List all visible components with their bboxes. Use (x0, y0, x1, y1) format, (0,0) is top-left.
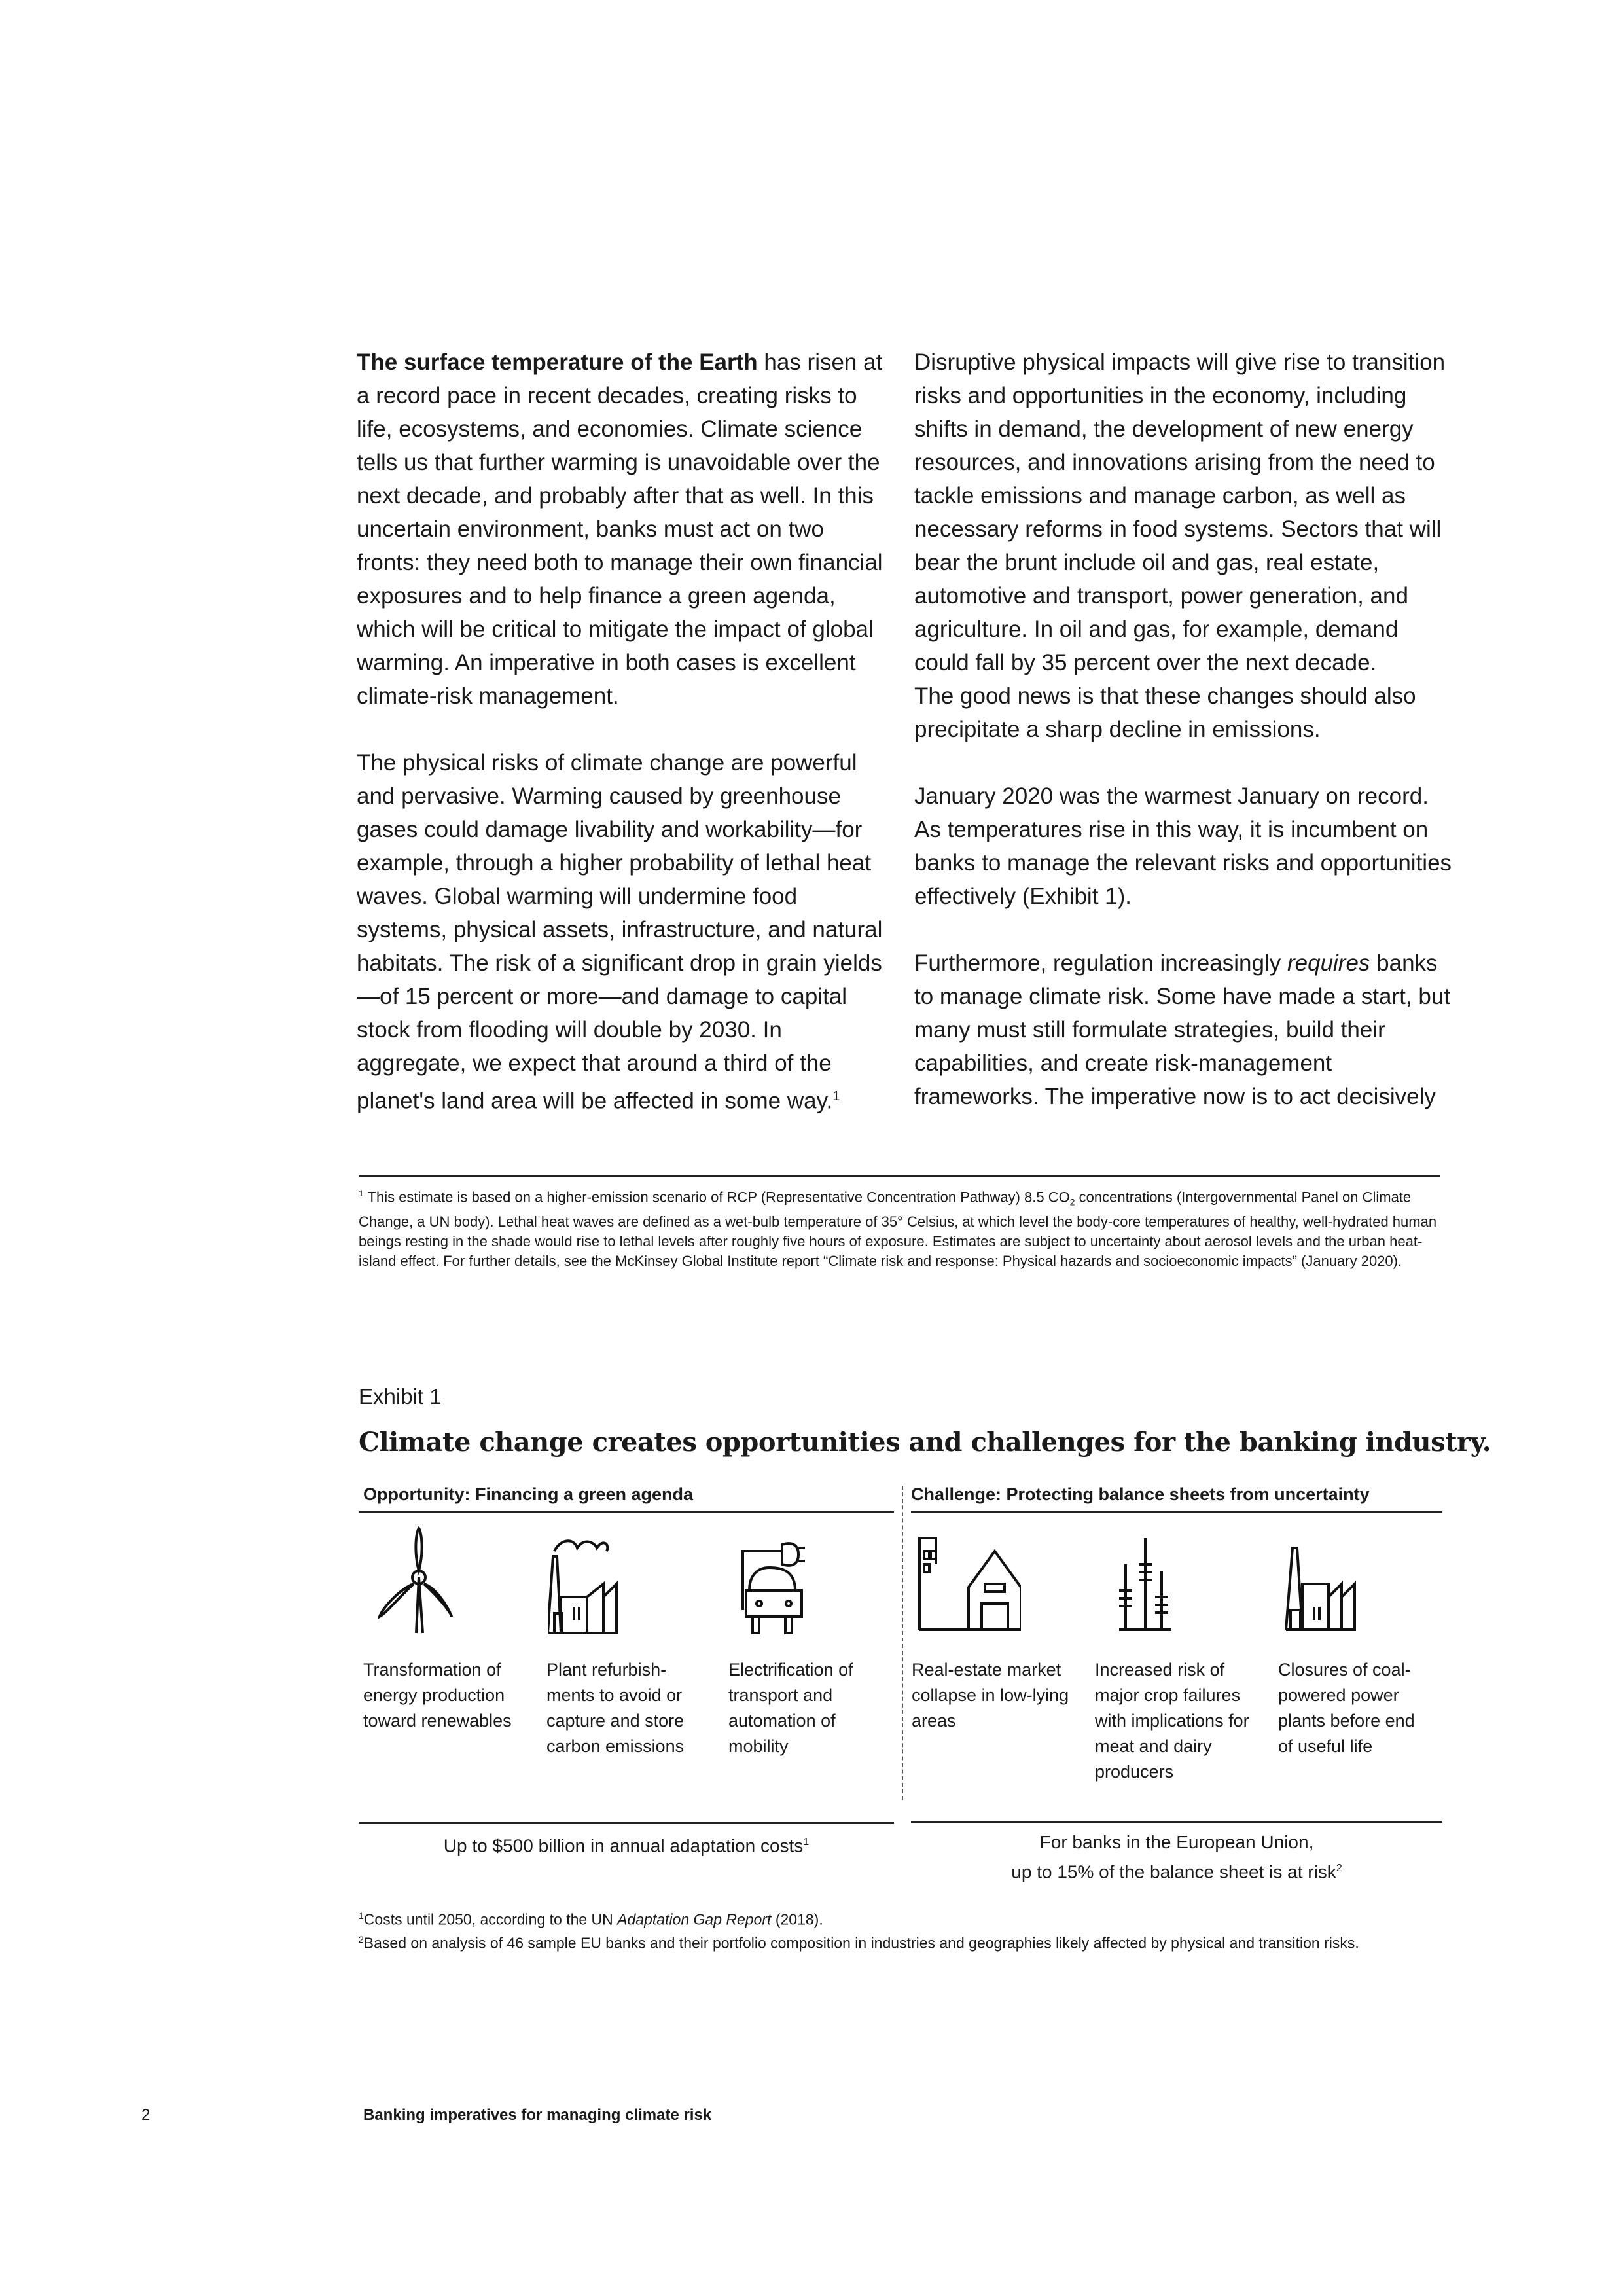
note-text: Based on analysis of 46 sample EU banks and their portfolio composition in industries and geographies likely affected by physical and transition risks. (363, 1934, 1359, 1952)
note-ref: 2 (1336, 1863, 1342, 1874)
wheat-icon (1099, 1525, 1204, 1649)
divider (359, 1511, 894, 1513)
caption-renewables: Transformation of energy production toward renewables (363, 1660, 512, 1731)
exhibit-notes (359, 1906, 1406, 1952)
divider (359, 1822, 894, 1824)
note (359, 1906, 1406, 1929)
electric-car-icon (730, 1525, 834, 1649)
note-text: (2018). (771, 1910, 823, 1928)
exhibit-title: Climate change creates opportunities and challenges for the banking industry. (359, 1427, 1491, 1458)
caption-coal-plants: Closures of coal-powered power plants before end of useful life (1278, 1660, 1415, 1756)
paragraph-text: January 2020 was the warmest January on record. As temperatures rise in this way, it is incumbent on banks to manage the relevant risks and opportunities effectively (Exhibit 1). (914, 783, 1452, 909)
paragraph (914, 946, 1457, 1113)
paragraph (357, 746, 893, 1118)
caption-plant-refurbishments: Plant refurbish-ments to avoid or capture and store carbon emissions (546, 1660, 685, 1756)
caption-crop-failures: Increased risk of major crop failures with implications for meat and dairy producers (1095, 1660, 1249, 1782)
paragraph-text: banks to manage climate risk. Some have made a start, but many must still formulate strategies, build their capabilities, and create risk-management frameworks. The imperative now is to act decisively (914, 950, 1450, 1109)
paragraph-text: The good news is that these changes should also precipitate a sharp decline in emissions. (914, 683, 1416, 742)
challenge-summary (911, 1829, 1442, 1885)
emphasis: requires (1287, 950, 1370, 976)
power-plant-icon (1283, 1525, 1387, 1649)
challenge-heading: Challenge: Protecting balance sheets from uncertainty (911, 1484, 1370, 1504)
factory-smoke-icon (548, 1525, 652, 1649)
page-number: 2 (141, 2106, 151, 2124)
wind-turbine-icon (366, 1525, 471, 1649)
caption-real-estate: Real-estate market collapse in low-lying areas (912, 1660, 1069, 1731)
footnote-text: This estimate is based on a higher-emission scenario of RCP (Representative Concentration Pathway) 8.5 CO (367, 1189, 1070, 1206)
footer-title: Banking imperatives for managing climate risk (363, 2106, 712, 2124)
paragraph-text: Disruptive physical impacts will give rise to transition risks and opportunities in the economy, including shifts in demand, the development of new energy resources, and innovations arising from the need to tackle emissions and manage carbon, as well as necessary reforms in food systems. Sectors that will bear the brunt include oil and gas, real estate, automotive and transport, power generation, and agriculture. In oil and gas, for example, demand could fall by 35 percent over the next decade. (914, 350, 1446, 675)
paragraph (914, 780, 1457, 913)
opportunity-summary (359, 1829, 894, 1859)
paragraph (914, 346, 1457, 746)
caption-electrification: Electrification of transport and automation of mobility (728, 1660, 853, 1756)
paragraph-text: Furthermore, regulation increasingly (914, 950, 1287, 976)
footnote-mark: 1 (359, 1188, 364, 1198)
footnote-divider (359, 1175, 1440, 1177)
exhibit-label: Exhibit 1 (359, 1384, 442, 1408)
summary-text: Up to $500 billion in annual adaptation costs (443, 1835, 804, 1856)
note-mark: 2 (359, 1933, 364, 1945)
note-text: Costs until 2050, according to the UN (363, 1910, 618, 1928)
footnote (359, 1183, 1445, 1271)
paragraph-text: The physical risks of climate change are powerful and pervasive. Warming caused by greenhouse gases could damage livability and workability—for example, through a higher probability of lethal heat waves. Global warming will undermine food systems, physical assets, infrastructure, and natural habitats. The risk of a significant drop in grain yields—of 15 percent or more—and damage to capital stock from flooding will double by 2030. In aggregate, we expect that around a third of the planet's land area will be affected in some way. (357, 750, 883, 1114)
section-separator (902, 1486, 903, 1800)
note-mark: 1 (359, 1910, 364, 1921)
footnote-ref[interactable]: 1 (832, 1089, 840, 1103)
subscript: 2 (1069, 1196, 1075, 1208)
summary-text: up to 15% of the balance sheet is at risk (1011, 1861, 1336, 1882)
paragraph-text: has risen at a record pace in recent decades, creating risks to life, ecosystems, and economies. Climate science tells us that further warming is unavoidable over the next decade, and probably after that as well. In this uncertain environment, banks must act on two fronts: they need both to manage their own financial exposures and to help finance a green agenda, which will be critical to mitigate the impact of global warming. An imperative in both cases is excellent climate-risk management. (357, 350, 883, 709)
footnote-text: concentrations (Intergovernmental Panel on Climate Change, a UN body). Lethal heat waves are defined as a wet-bulb temperature of 35° Celsius, at which level the body-core temperatures of healthy, well-hydrated human beings resting in the shade would rise to lethal levels after roughly five hours of exposure. Estimates are subject to uncertainty about aerosol levels and the urban heat-island effect. For further details, see the McKinsey Global Institute report “Climate risk and response: Physical hazards and socioeconomic impacts” (January 2020). (359, 1189, 1437, 1269)
body-column-left (357, 346, 893, 1151)
note-ref: 1 (803, 1837, 810, 1848)
lead-in: The surface temperature of the Earth (357, 350, 758, 375)
body-column-right (914, 346, 1457, 1147)
paragraph (357, 346, 893, 713)
opportunity-heading: Opportunity: Financing a green agenda (363, 1484, 694, 1504)
summary-text: For banks in the European Union, (1039, 1832, 1314, 1852)
note-emphasis: Adaptation Gap Report (617, 1910, 772, 1928)
note (359, 1929, 1406, 1953)
divider (911, 1511, 1442, 1513)
divider (911, 1821, 1442, 1823)
buildings-icon (916, 1525, 1021, 1649)
